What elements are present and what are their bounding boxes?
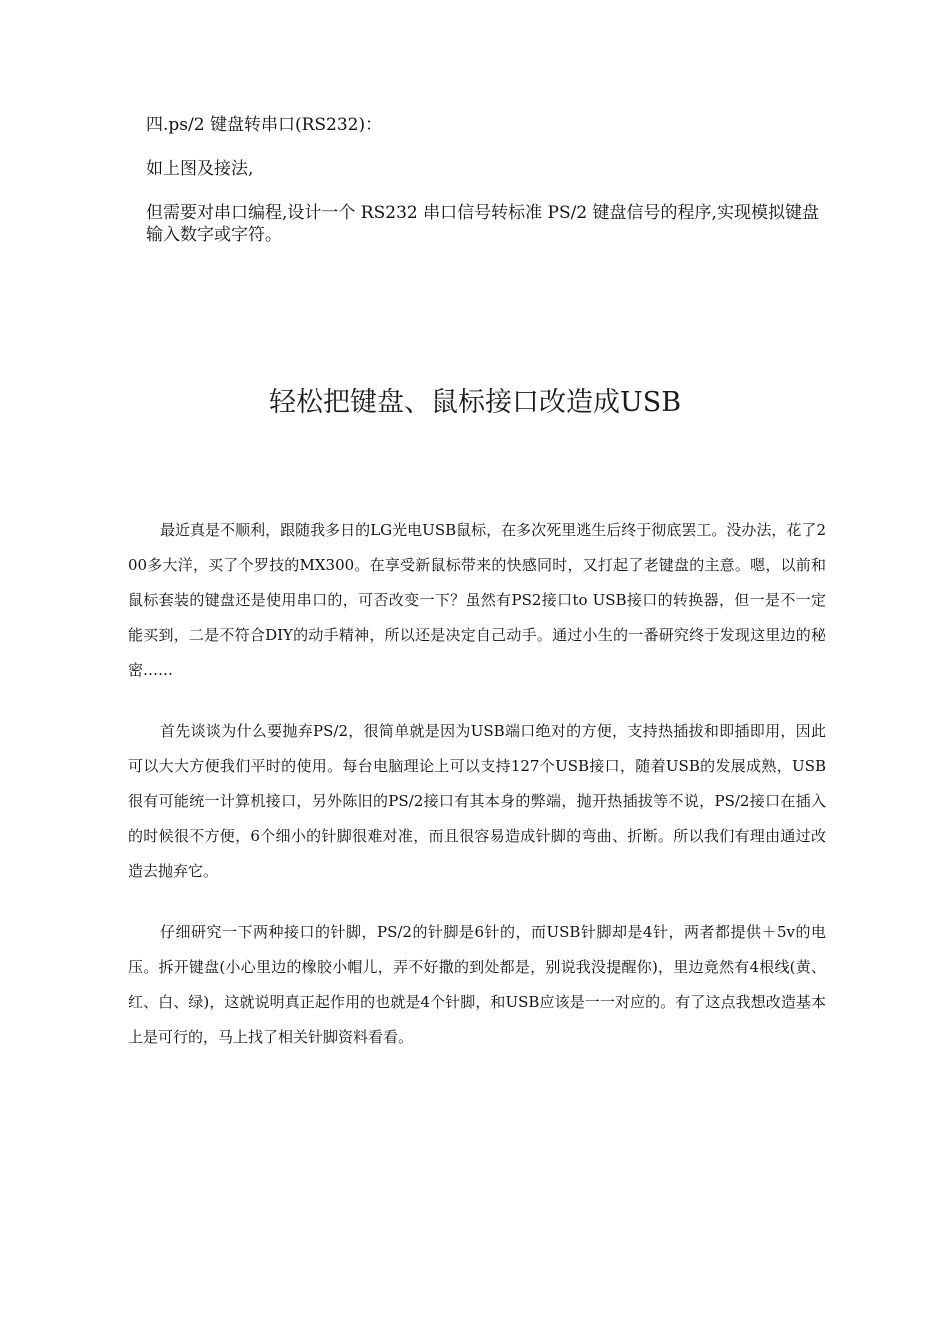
article-paragraph-2: 首先谈谈为什么要抛弃PS/2，很简单就是因为USB端口绝对的方便，支持热插拔和即插即用，因此可以大大方便我们平时的使用。每台电脑理论上可以支持127个USB接口，随着USB的发展成熟，USB很有可能统一计算机接口，另外陈旧的PS/2接口有其本身的弊端，抛开热插拔等不说，PS/2接口在插入的时候很不方便，6个细小的针脚很难对准，而且很容易造成针脚的弯曲、折断。所以我们有理由通过改造去抛弃它。 <box>128 722 826 880</box>
section-four-heading: 四.ps/2 键盘转串口(RS232)： <box>146 115 383 135</box>
article-paragraph-1: 最近真是不顺利，跟随我多日的LG光电USB鼠标，在多次死里逃生后终于彻底罢工。没办法，花了200多大洋，买了个罗技的MX300。在享受新鼠标带来的快感同时，又打起了老键盘的主意。嗯，以前和鼠标套装的键盘还是使用串口的，可否改变一下？虽然有PS2接口to USB接口的转换器，但一是不一定能买到，二是不符合DIY的动手精神，所以还是决定自己动手。通过小生的一番研究终于发现这里边的秘密…… <box>128 521 826 679</box>
article-title: 轻松把键盘、鼠标接口改造成USB <box>268 387 682 418</box>
article-paragraph-3: 仔细研究一下两种接口的针脚，PS/2的针脚是6针的，而USB针脚却是4针，两者都提供＋5v的电压。拆开键盘(小心里边的橡胶小帽儿，弄不好撒的到处都是，别说我没提醒你)，里边竟然有4根线(黄、红、白、绿)，这就说明真正起作用的也就是4个针脚，和USB应该是一一对应的。有了这点我想改造基本上是可行的，马上找了相关针脚资料看看。 <box>128 923 826 1046</box>
section-four <box>146 114 826 246</box>
article-body <box>128 513 826 1081</box>
section-four-programming-note: 但需要对串口编程,设计一个 RS232 串口信号转标准 PS/2 键盘信号的程序,实现模拟键盘输入数字或字符。 <box>146 203 819 245</box>
section-four-wiring-note: 如上图及接法, <box>146 159 254 179</box>
